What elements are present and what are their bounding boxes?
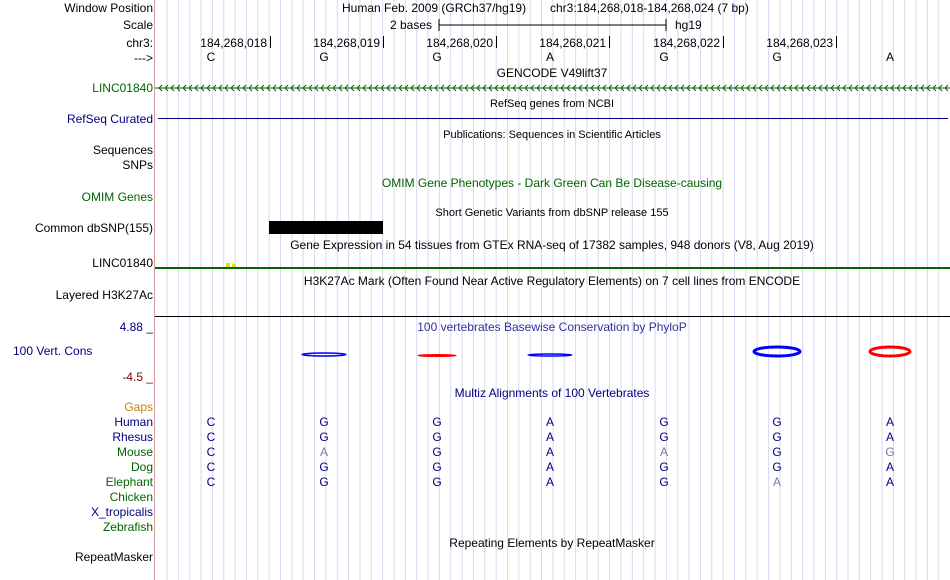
scale-text: 2 bases <box>390 18 433 32</box>
alignment-base: A <box>885 475 895 489</box>
ruler-base: G <box>659 50 669 64</box>
alignment-base: G <box>659 430 669 444</box>
vert-cons-label[interactable]: 100 Vert. Cons <box>13 344 93 358</box>
alignment-base: A <box>885 460 895 474</box>
gtex-gene-line[interactable] <box>155 267 950 269</box>
species-label[interactable]: Zebrafish <box>102 520 153 534</box>
cons-min-label: -4.5 _ <box>122 370 153 384</box>
alignment-base: C <box>206 430 216 444</box>
alignment-base: G <box>772 430 782 444</box>
alignment-base: A <box>885 415 895 429</box>
ruler-coordinate: 184,268,021 <box>539 36 606 50</box>
ruler-coordinate: 184,268,023 <box>766 36 833 50</box>
alignment-base: A <box>545 445 555 459</box>
alignment-base: A <box>545 415 555 429</box>
snps-label[interactable]: SNPs <box>122 158 153 172</box>
gtex-title: Gene Expression in 54 tissues from GTEx RNA-seq of 17382 samples, 948 donors (V8, Aug 2019) <box>290 238 814 252</box>
gaps-label: Gaps <box>124 400 153 414</box>
h3k27ac-baseline <box>155 316 950 317</box>
window-position-label: Window Position <box>64 1 153 15</box>
refseq-curated-label[interactable]: RefSeq Curated <box>66 112 153 126</box>
ruler-tick <box>496 36 497 48</box>
ruler-base: C <box>206 50 216 64</box>
gencode-gene-track[interactable] <box>155 81 950 95</box>
species-label[interactable]: Dog <box>130 460 153 474</box>
alignment-base: G <box>319 430 329 444</box>
sequences-label[interactable]: Sequences <box>92 143 153 157</box>
ruler-tick <box>270 36 271 48</box>
alignment-base: A <box>659 445 669 459</box>
dbsnp-title: Short Genetic Variants from dbSNP release 155 <box>435 207 669 219</box>
phylop-base-logo <box>418 355 456 357</box>
refseq-gene-line[interactable] <box>158 118 948 119</box>
ruler-tick <box>723 36 724 48</box>
alignment-base: G <box>432 415 442 429</box>
dbsnp-variant-block[interactable] <box>269 221 383 234</box>
repeatmasker-label[interactable]: RepeatMasker <box>74 550 153 564</box>
publications-title: Publications: Sequences in Scientific Articles <box>443 129 661 141</box>
alignment-base: G <box>432 475 442 489</box>
ruler-tick <box>609 36 610 48</box>
phylop-base-logo <box>302 353 346 356</box>
alignment-base: C <box>206 415 216 429</box>
refseq-title: RefSeq genes from NCBI <box>489 98 615 110</box>
alignment-base: G <box>659 475 669 489</box>
species-label[interactable]: X_tropicalis <box>90 505 153 519</box>
alignment-base: A <box>545 475 555 489</box>
common-dbsnp-label[interactable]: Common dbSNP(155) <box>34 221 153 235</box>
linc01840-gtex-label[interactable]: LINC01840 <box>92 256 153 270</box>
ruler-base: A <box>545 50 555 64</box>
ruler-coordinate: 184,268,020 <box>426 36 493 50</box>
assembly-title[interactable]: Human Feb. 2009 (GRCh37/hg19) <box>342 1 527 15</box>
alignment-base: A <box>772 475 782 489</box>
alignment-base: G <box>885 445 895 459</box>
species-label[interactable]: Mouse <box>116 445 153 459</box>
ruler-tick <box>836 36 837 48</box>
scale-db: hg19 <box>675 18 702 32</box>
alignment-base: G <box>772 445 782 459</box>
scale-label: Scale <box>122 18 153 32</box>
phylop-base-logo <box>754 347 800 356</box>
ruler-base: A <box>885 50 895 64</box>
ruler-coordinate: 184,268,018 <box>200 36 267 50</box>
omim-title: OMIM Gene Phenotypes - Dark Green Can Be Disease-causing <box>381 176 723 190</box>
alignment-base: C <box>206 460 216 474</box>
species-label[interactable]: Human <box>114 415 153 429</box>
alignment-base: G <box>319 415 329 429</box>
phylop-base-logo <box>870 347 910 356</box>
species-label[interactable]: Rhesus <box>112 430 153 444</box>
alignment-base: C <box>206 445 216 459</box>
phylop-title: 100 vertebrates Basewise Conservation by PhyloP <box>417 320 687 334</box>
ruler-base: G <box>319 50 329 64</box>
alignment-base: G <box>659 415 669 429</box>
repeatmasker-title: Repeating Elements by RepeatMasker <box>449 536 655 550</box>
alignment-base: G <box>432 460 442 474</box>
chr-label: chr3: <box>126 36 153 50</box>
alignment-base: A <box>545 430 555 444</box>
scale-bar <box>438 17 668 33</box>
ruler-coordinate: 184,268,022 <box>653 36 720 50</box>
ruler-tick <box>383 36 384 48</box>
gencode-title: GENCODE V49lift37 <box>496 66 608 80</box>
ruler-base: G <box>432 50 442 64</box>
alignment-base: G <box>319 475 329 489</box>
cons-max-label: 4.88 _ <box>119 320 153 334</box>
position-readout[interactable]: chr3:184,268,018-184,268,024 (7 bp) <box>550 1 749 15</box>
phylop-logo-track[interactable] <box>155 340 950 362</box>
alignment-base: G <box>432 430 442 444</box>
multiz-title: Multiz Alignments of 100 Vertebrates <box>454 386 650 400</box>
alignment-base: G <box>319 460 329 474</box>
alignment-base: G <box>772 415 782 429</box>
species-label[interactable]: Elephant <box>105 475 153 489</box>
h3k27ac-title: H3K27Ac Mark (Often Found Near Active Regulatory Elements) on 7 cell lines from ENCODE <box>303 274 801 288</box>
alignment-base: A <box>545 460 555 474</box>
alignment-base: A <box>885 430 895 444</box>
alignment-base: G <box>432 445 442 459</box>
alignment-base: C <box>206 475 216 489</box>
omim-genes-label[interactable]: OMIM Genes <box>81 190 153 204</box>
phylop-base-logo <box>528 354 572 356</box>
ruler-base: G <box>772 50 782 64</box>
alignment-base: G <box>772 460 782 474</box>
alignment-base: A <box>319 445 329 459</box>
strand-label: ---> <box>134 51 153 65</box>
layered-h3k27ac-label[interactable]: Layered H3K27Ac <box>55 288 153 302</box>
alignment-base: G <box>659 460 669 474</box>
ruler-coordinate: 184,268,019 <box>313 36 380 50</box>
species-label[interactable]: Chicken <box>109 490 153 504</box>
linc01840-gencode-label[interactable]: LINC01840 <box>92 81 153 95</box>
